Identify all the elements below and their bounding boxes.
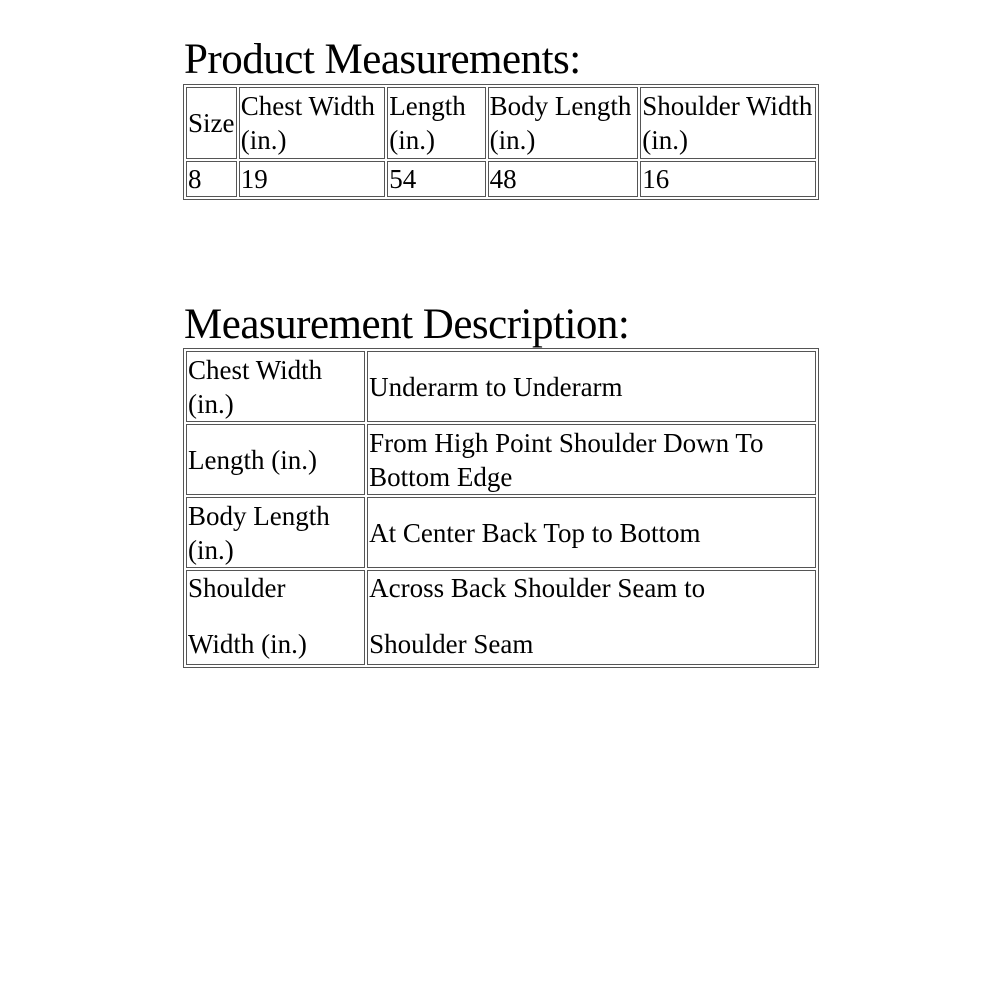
description-shoulder-width	[367, 570, 816, 665]
description-shoulder-width-line2: Shoulder Seam	[369, 629, 534, 659]
header-size: Size	[186, 87, 237, 159]
table-row	[186, 570, 816, 665]
measurement-description-title: Measurement Description:	[184, 301, 630, 348]
header-body-length: Body Length (in.)	[488, 87, 639, 159]
product-measurements-title: Product Measurements:	[184, 36, 581, 83]
header-length: Length (in.)	[387, 87, 485, 159]
cell-length: 54	[387, 161, 485, 197]
label-shoulder-width-line2: Width (in.)	[188, 629, 307, 659]
label-shoulder-width	[186, 570, 365, 665]
description-chest-width: Underarm to Underarm	[367, 351, 816, 422]
label-body-length: Body Length (in.)	[186, 497, 365, 568]
cell-body-length: 48	[488, 161, 639, 197]
label-chest-width: Chest Width (in.)	[186, 351, 365, 422]
table-row	[186, 161, 816, 197]
cell-size: 8	[186, 161, 237, 197]
table-header-row	[186, 87, 816, 159]
label-shoulder-width-line1: Shoulder	[188, 573, 286, 603]
header-shoulder-width: Shoulder Width (in.)	[640, 87, 816, 159]
table-row	[186, 424, 816, 495]
header-chest-width: Chest Width (in.)	[239, 87, 386, 159]
label-length: Length (in.)	[186, 424, 365, 495]
table-row	[186, 351, 816, 422]
table-row	[186, 497, 816, 568]
description-shoulder-width-line1: Across Back Shoulder Seam to	[369, 573, 706, 603]
measurement-description-table	[183, 348, 819, 668]
description-length: From High Point Shoulder Down To Bottom Edge	[367, 424, 816, 495]
cell-chest-width: 19	[239, 161, 386, 197]
product-measurements-table	[183, 84, 819, 200]
cell-shoulder-width: 16	[640, 161, 816, 197]
description-body-length: At Center Back Top to Bottom	[367, 497, 816, 568]
